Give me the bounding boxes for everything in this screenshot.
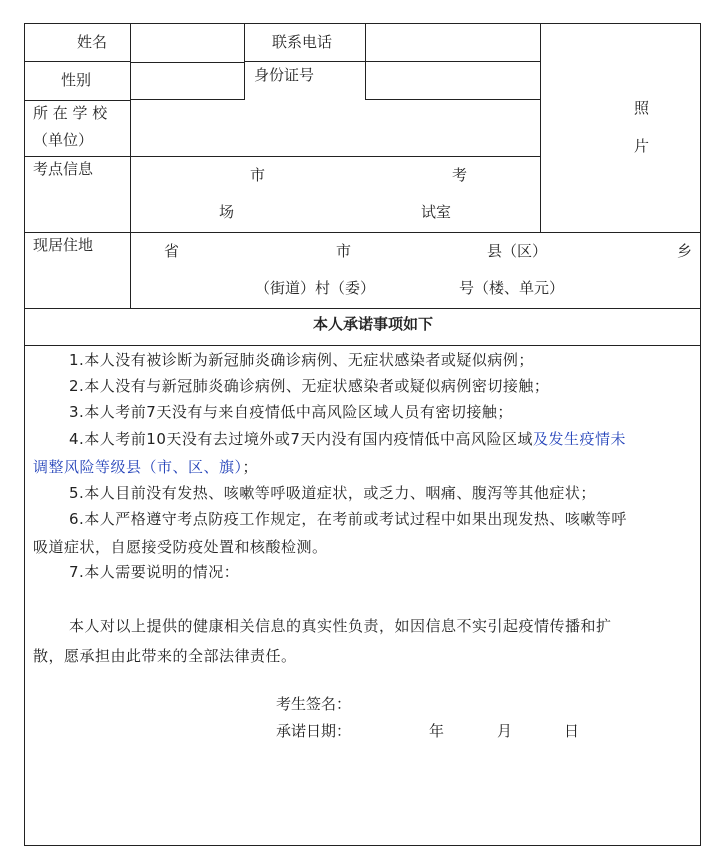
exam-site-label: 考 — [452, 166, 468, 184]
row-line-1c — [130, 62, 244, 63]
exam-info-label: 考点信息 — [33, 160, 94, 178]
row-line-5 — [24, 308, 701, 309]
border-right — [700, 23, 701, 846]
responsibility-statement — [33, 611, 693, 671]
promise-item-5-text: 5.本人目前没有发热、咳嗽等呼吸道症状，或乏力、咽痛、腹泻等其他症状； — [69, 484, 596, 502]
promise-item-4-highlight-cont: 调整风险等级县（市、区、旗） — [33, 458, 243, 476]
promise-item-3-text: 3.本人考前7天没有与来自疫情低中高风险区域人员有密切接触； — [69, 403, 513, 421]
col-line-phone — [244, 23, 245, 100]
row-line-4 — [24, 232, 701, 233]
promise-item-4-text: 4.本人考前10天没有去过境外或7天内没有国内疫情低中高风险区域 — [69, 430, 533, 448]
school-label-line2: （单位） — [33, 131, 94, 149]
address-street-label: （街道）村（委） — [255, 279, 376, 297]
name-label: 姓名 — [77, 33, 108, 51]
row-line-1b — [244, 61, 540, 62]
address-city-label: 市 — [336, 242, 352, 260]
col-line-phone-right — [365, 23, 366, 100]
row-line-2 — [24, 100, 130, 101]
address-province-label: 省 — [164, 242, 180, 260]
signature-label: 考生签名： — [276, 695, 352, 713]
promise-item-4-end: ； — [242, 458, 259, 476]
col-line-label — [130, 23, 131, 308]
date-day-label: 日 — [564, 722, 580, 740]
residence-label: 现居住地 — [33, 236, 94, 254]
statement-line-1: 本人对以上提供的健康相关信息的真实性负责，如因信息不实引起疫情传播和扩 — [69, 617, 612, 635]
border-bottom — [24, 845, 701, 846]
school-label-line1: 所 在 学 校 — [33, 104, 108, 122]
promise-item-2-text: 2.本人没有与新冠肺炎确诊病例、无症状感染者或疑似病例密切接触； — [69, 377, 550, 395]
promise-item-5 — [33, 479, 693, 507]
exam-venue-label: 场 — [219, 203, 235, 221]
photo-label-2: 片 — [634, 137, 650, 155]
address-number-label: 号（楼、单元） — [459, 279, 565, 297]
promise-item-3 — [33, 398, 693, 426]
promise-item-1-text: 1.本人没有被诊断为新冠肺炎确诊病例、无症状感染者或疑似病例； — [69, 351, 534, 369]
gender-label: 性别 — [61, 71, 92, 89]
address-township-label: 乡 — [677, 242, 693, 260]
border-left — [24, 23, 25, 846]
promise-item-1 — [33, 346, 693, 374]
promise-item-6-text: 6.本人严格遵守考点防疫工作规定，在考前或考试过程中如果出现发热、咳嗽等呼 — [69, 510, 627, 528]
address-county-label: 县（区） — [487, 242, 548, 260]
row-line-2c — [365, 99, 540, 100]
photo-label-1: 照 — [634, 99, 650, 117]
row-line-3 — [24, 156, 540, 157]
exam-room-label: 试室 — [421, 203, 452, 221]
row-line-1a — [24, 61, 130, 62]
col-line-photo — [540, 23, 541, 233]
phone-label: 联系电话 — [272, 33, 333, 51]
promise-item-6 — [33, 505, 693, 561]
date-year-label: 年 — [429, 722, 445, 740]
promise-item-7-text: 7.本人需要说明的情况： — [69, 563, 240, 581]
promise-item-2 — [33, 372, 693, 400]
promise-item-4 — [33, 425, 693, 481]
promise-item-6-text-cont: 吸道症状，自愿接受防疫处置和核酸检测。 — [33, 538, 328, 556]
date-month-label: 月 — [497, 722, 513, 740]
id-number-label: 身份证号 — [254, 66, 315, 84]
promise-item-7 — [33, 558, 693, 586]
exam-city-label: 市 — [250, 166, 266, 184]
border-top — [24, 23, 701, 24]
statement-line-2: 散，愿承担由此带来的全部法律责任。 — [33, 647, 297, 665]
row-line-2b — [130, 99, 244, 100]
promise-item-4-highlight: 及发生疫情未 — [532, 430, 626, 448]
promise-heading: 本人承诺事项如下 — [313, 315, 434, 333]
date-label: 承诺日期： — [276, 722, 352, 740]
